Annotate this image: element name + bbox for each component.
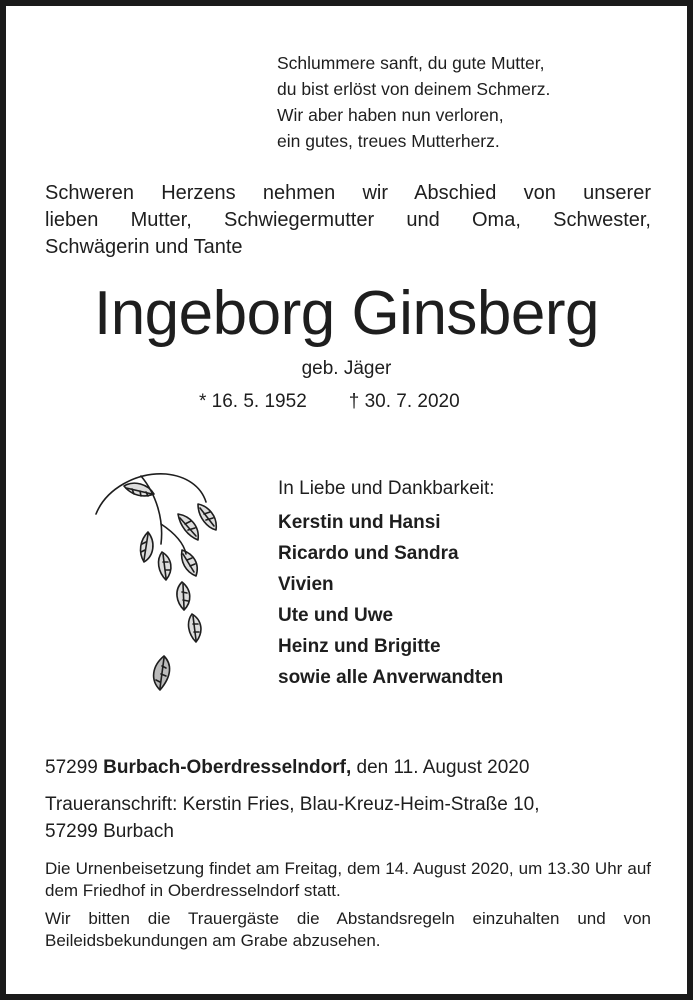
poem-line: Wir aber haben nun verloren,: [277, 105, 504, 125]
request-note: Wir bitten die Trauergäste die Abstandsregeln einzuhalten und von Beileidsbekundungen am Grabe abzusehen.: [45, 909, 651, 950]
notice-date: den 11. August 2020: [356, 757, 530, 778]
family-member: Ute und Uwe: [278, 605, 394, 626]
maiden-name: geb. Jäger: [301, 358, 392, 379]
deceased-name: Ingeborg Ginsberg: [93, 279, 600, 348]
place-date-line: [45, 755, 529, 781]
family-heading: In Liebe und Dankbarkeit:: [278, 478, 495, 499]
notes: [45, 858, 651, 958]
intro-line: lieben Mutter, Schwiegermutter und Oma, Schwester,: [45, 209, 651, 231]
intro-line: Schweren Herzens nehmen wir Abschied von unserer: [45, 182, 651, 204]
birth-date: * 16. 5. 1952: [199, 391, 307, 412]
poem-line: du bist erlöst von deinem Schmerz.: [277, 79, 551, 99]
poem-line: Schlummere sanft, du gute Mutter,: [277, 53, 545, 73]
family-member: Vivien: [278, 574, 334, 595]
intro-line: Schwägerin und Tante: [45, 236, 243, 258]
burial-note: Die Urnenbeisetzung findet am Freitag, dem 14. August 2020, um 13.30 Uhr auf dem Friedhof in Oberdresselndorf statt.: [45, 859, 651, 900]
address-line: 57299 Burbach: [45, 821, 174, 842]
place-town: Burbach-Oberdresselndorf,: [103, 757, 352, 778]
address-line: Traueranschrift: Kerstin Fries, Blau-Kreuz-Heim-Straße 10,: [45, 794, 540, 815]
intro-text: [45, 180, 651, 261]
mourning-address: [45, 791, 540, 845]
family-list: [278, 473, 503, 693]
family-member: sowie alle Anverwandten: [278, 667, 504, 688]
family-member: Ricardo und Sandra: [278, 543, 459, 564]
family-member: Kerstin und Hansi: [278, 512, 441, 533]
poem-line: ein gutes, treues Mutterherz.: [277, 131, 500, 151]
place-zip: 57299: [45, 757, 98, 778]
family-member: Heinz und Brigitte: [278, 636, 441, 657]
falling-leaves-branch-icon: [86, 464, 236, 704]
death-date: † 30. 7. 2020: [348, 391, 460, 412]
poem: [277, 50, 550, 154]
life-dates: [199, 389, 460, 415]
